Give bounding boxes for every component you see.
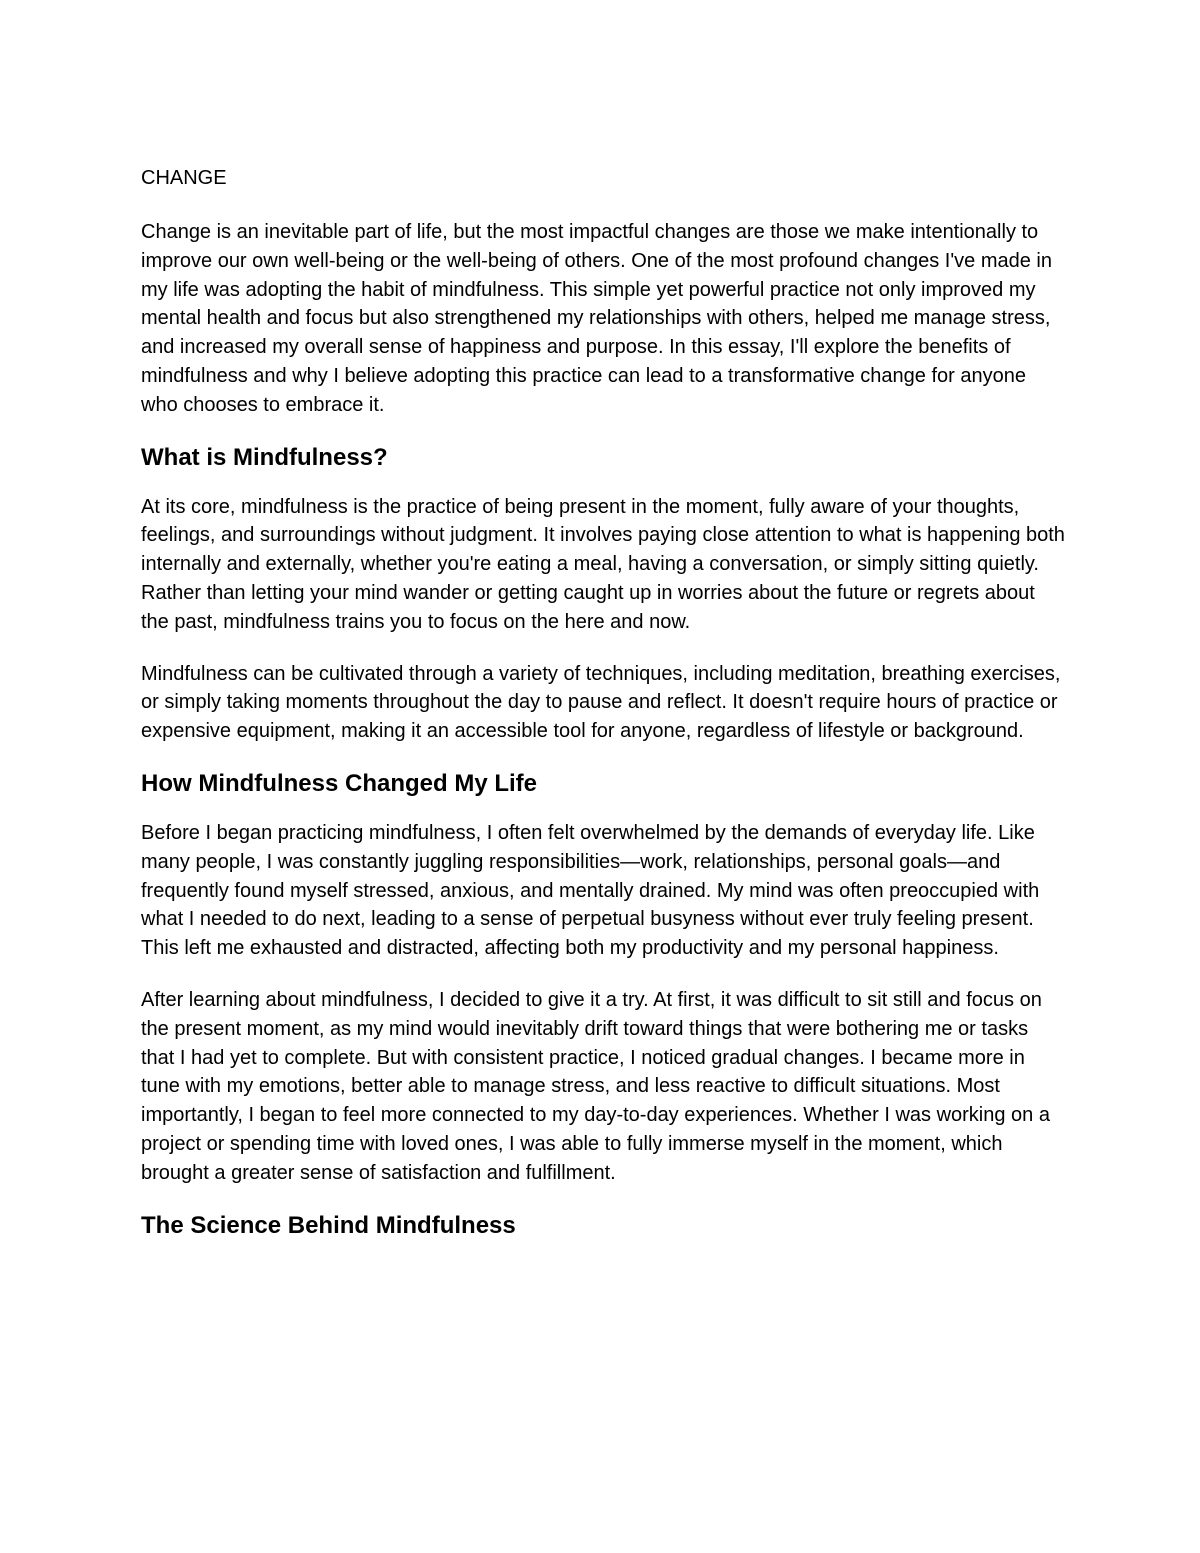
section-paragraph: After learning about mindfulness, I decided to give it a try. At first, it was difficult to sit still and focus on the present moment, as my mind would inevitably drift toward things that were bothering me or tasks that I had yet to complete. But with consistent practice, I noticed gradual changes. I became more in tune with my emotions, better able to manage stress, and less reactive to difficult situations. Most importantly, I began to feel more connected to my day-to-day experiences. Whether I was working on a project or spending time with loved ones, I was able to fully immerse myself in the moment, which brought a greater sense of satisfaction and fulfillment. [141,988,1050,1184]
section-heading-science-behind-mindfulness: The Science Behind Mindfulness [141,1211,516,1239]
intro-paragraph: Change is an inevitable part of life, but the most impactful changes are those we make intentionally to improve our own well-being or the well-being of others. One of the most profound changes I've made in my life was adopting the habit of mindfulness. This simple yet powerful practice not only improved my mental health and focus but also strengthened my relationships with others, helped me manage stress, and increased my overall sense of happiness and purpose. In this essay, I'll explore the benefits of mindfulness and why I believe adopting this practice can lead to a transformative change for anyone who chooses to embrace it. [141,221,1052,416]
document-title: CHANGE [141,167,227,189]
section-heading-what-is-mindfulness: What is Mindfulness? [141,443,388,471]
section-paragraph: Mindfulness can be cultivated through a variety of techniques, including meditation, breathing exercises, or simply taking moments throughout the day to pause and reflect. It doesn't require hours of practice or expensive equipment, making it an accessible tool for anyone, regardless of lifestyle or background. [141,662,1061,743]
section-paragraph: Before I began practicing mindfulness, I often felt overwhelmed by the demands of everyday life. Like many people, I was constantly juggling responsibilities—work, relationships, personal goals—and frequently found myself stressed, anxious, and mentally drained. My mind was often preoccupied with what I needed to do next, leading to a sense of perpetual busyness without ever truly feeling present. This left me exhausted and distracted, affecting both my productivity and my personal happiness. [141,821,1040,960]
section-paragraph: At its core, mindfulness is the practice of being present in the moment, fully aware of your thoughts, feelings, and surroundings without judgment. It involves paying close attention to what is happening both internally and externally, whether you're eating a meal, having a conversation, or simply sitting quietly. Rather than letting your mind wander or getting caught up in worries about the future or regrets about the past, mindfulness trains you to focus on the here and now. [141,495,1065,633]
document-body [141,166,1066,1261]
section-heading-how-mindfulness-changed-my-life: How Mindfulness Changed My Life [141,769,538,797]
